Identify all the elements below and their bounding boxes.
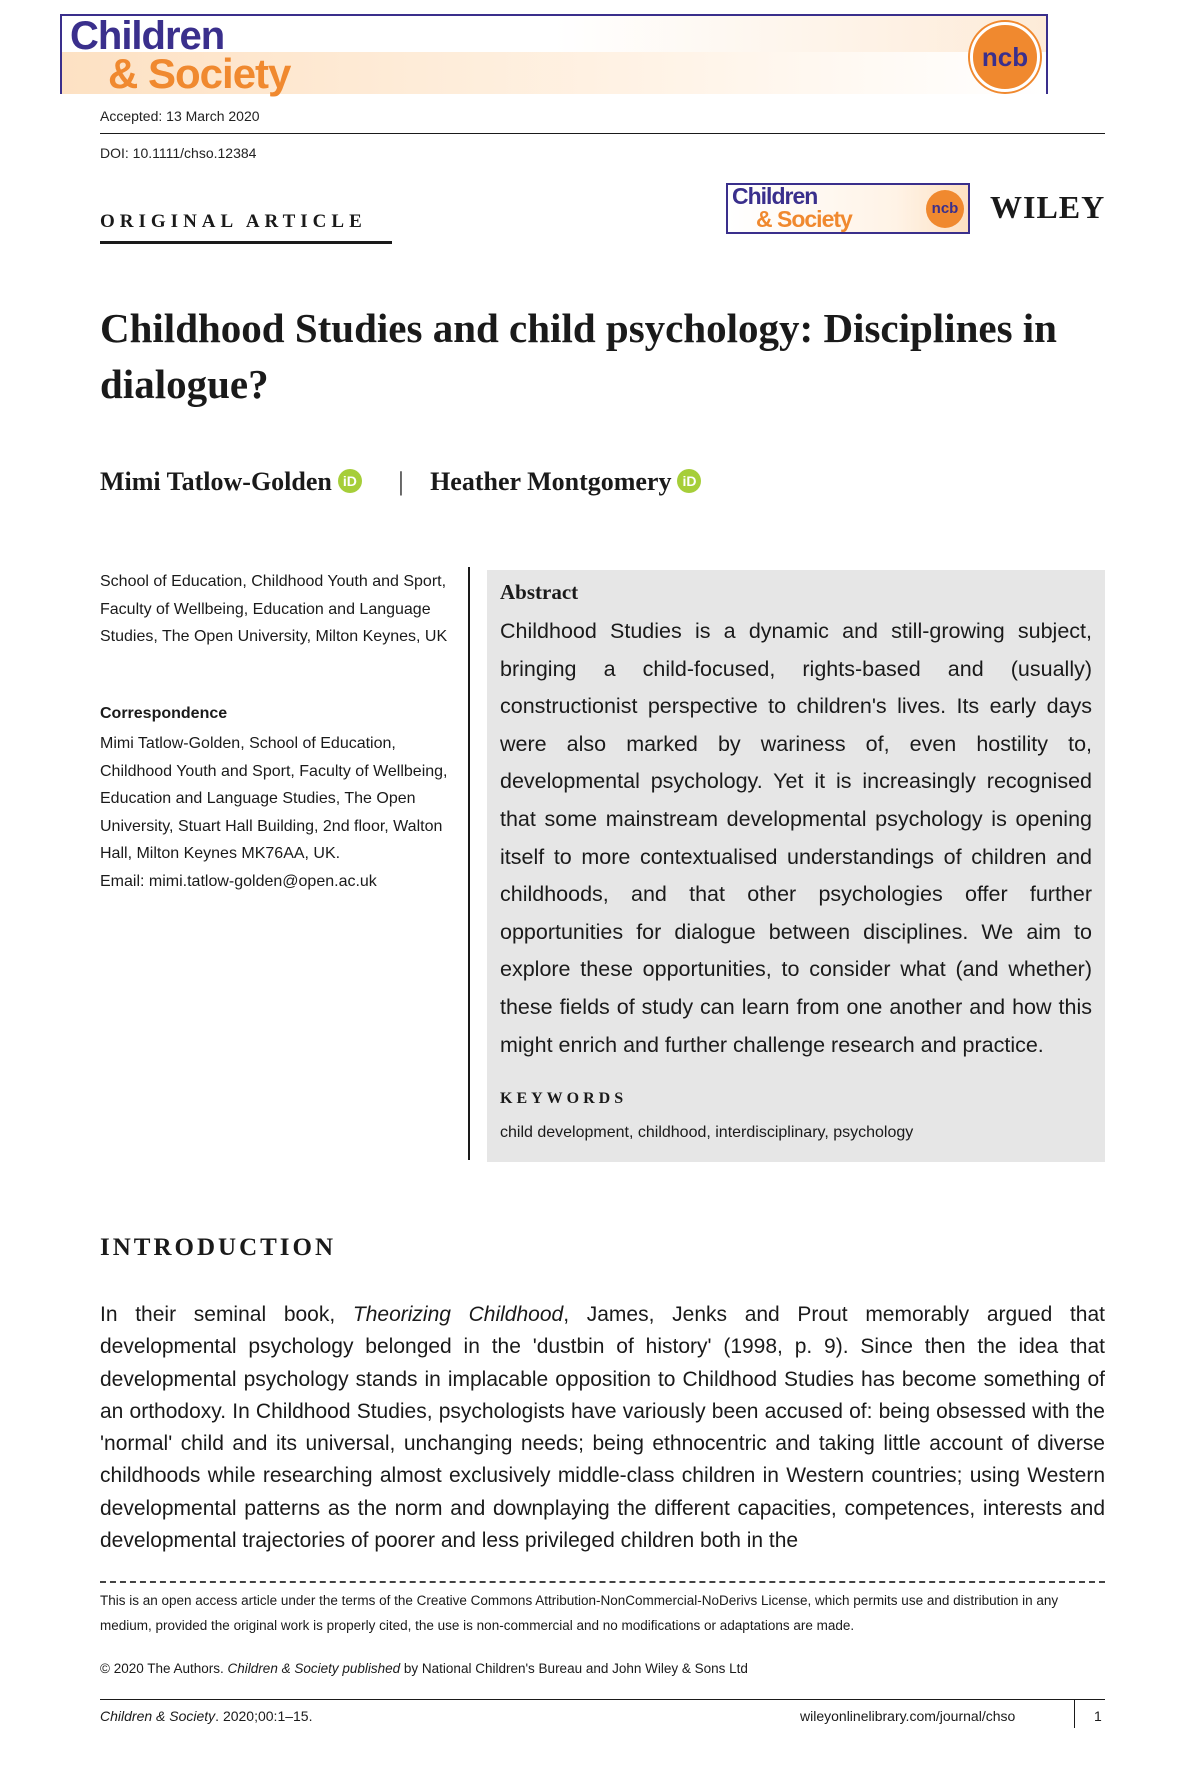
license-text: This is an open access article under the terms of the Creative Commons Attribution-NonCommercial-NoDerivs License, which permits use and distribution in any medium, provided the original work is properly cited, the use is non-commercial and no modifications or adaptations are made.	[100, 1593, 1059, 1633]
abstract-text: Childhood Studies is a dynamic and still-growing subject, bringing a child-focused, rights-based and (usually) constructionist perspective to children's lives. Its early days were also marked by wariness of, even hostility to, developmental psychology. Yet it is increasingly recognised that some mainstream developmental psychology is opening itself to more contextualised understandings of children and childhoods, and that other psychologies offer further opportunities for dialogue between disciplines. We aim to explore these opportunities, to consider what (and whether) these fields of study can learn from one another and how this might enrich and further challenge research and practice.	[500, 619, 1092, 1057]
author-separator: |	[398, 467, 404, 496]
intro-paragraph	[100, 1299, 1105, 1557]
column-divider	[468, 567, 470, 1160]
footer-url[interactable]: wileyonlinelibrary.com/journal/chso	[800, 1708, 1016, 1724]
intro-text-rest: , James, Jenks and Prout memorably argued that developmental psychology belonged in the 'dustbin of history' (1998, p. 9). Since then the idea that developmental psychology stands in implacable opposition to Childhood Studies has become something of an orthodoxy. In Childhood Studies, psychologists have variously been accused of: being obsessed with the 'normal' child and its universal, unchanging needs; being ethnocentric and taking little account of diverse childhoods while researching almost exclusively middle-class children in Western countries; using Western developmental patterns as the norm and downplaying the different capacities, competences, interests and developmental trajectories of poorer and less privileged children both in the	[100, 1303, 1105, 1553]
footer-rule	[100, 1699, 1105, 1700]
author-name[interactable]: Heather Montgomery	[430, 467, 672, 496]
ncb-small-logo: ncb	[926, 190, 964, 228]
banner-title-line2: & Society	[108, 50, 291, 97]
header-rule	[100, 133, 1105, 134]
copyright	[100, 1661, 748, 1676]
correspondence-email[interactable]: Email: mimi.tatlow-golden@open.ac.uk	[100, 872, 377, 890]
section-heading: INTRODUCTION	[100, 1234, 337, 1261]
article-title: Childhood Studies and child psychology: Disciplines in dialogue?	[100, 305, 1057, 407]
copyright-prefix: © 2020 The Authors.	[100, 1661, 228, 1676]
footer-journal: Children & Society	[100, 1708, 216, 1724]
journal-logo	[726, 183, 970, 234]
correspondence-text: Mimi Tatlow-Golden, School of Education, Childhood Youth and Sport, Faculty of Wellbeing, Education and Language Studies, The Open University, Stuart Hall Building, 2nd floor, Walton Hall, Milton Keynes MK76AA, UK.	[100, 735, 448, 862]
section-label: ORIGINAL ARTICLE	[100, 211, 367, 232]
banner-title-line1: Children	[70, 14, 225, 58]
abstract-heading: Abstract	[500, 580, 579, 604]
affiliation: School of Education, Childhood Youth and Sport, Faculty of Wellbeing, Education and Language Studies, The Open University, Milton Keynes, UK	[100, 573, 448, 645]
section-underline	[100, 241, 392, 244]
footer-divider	[1074, 1700, 1075, 1728]
copyright-journal: Children & Society published	[227, 1661, 401, 1676]
intro-text-start: In their seminal book,	[100, 1303, 353, 1326]
copyright-suffix: by National Children's Bureau and John Wiley & Sons Ltd	[400, 1661, 748, 1676]
journal-logo-line2: & Society	[756, 206, 852, 232]
ncb-logo: ncb	[970, 22, 1040, 92]
orcid-icon[interactable]: iD	[677, 469, 701, 493]
book-title: Theorizing Childhood	[352, 1303, 564, 1326]
footer-citation	[100, 1708, 312, 1724]
journal-logo-line1: Children	[732, 183, 818, 209]
author-name[interactable]: Mimi Tatlow-Golden	[100, 467, 332, 496]
keywords-heading: KEYWORDS	[500, 1090, 628, 1107]
accepted-date: Accepted: 13 March 2020	[100, 108, 260, 124]
keywords-list: child development, childhood, interdisciplinary, psychology	[500, 1124, 914, 1141]
doi[interactable]: DOI: 10.1111/chso.12384	[100, 145, 257, 161]
publisher-logo: WILEY	[990, 189, 1106, 225]
orcid-icon[interactable]: iD	[338, 469, 362, 493]
page-number: 1	[1094, 1708, 1102, 1724]
journal-banner	[60, 14, 1048, 97]
correspondence-heading: Correspondence	[100, 705, 228, 722]
footer-citation-text: . 2020;00:1–15.	[215, 1708, 313, 1724]
author-list	[100, 467, 701, 497]
correspondence-block	[100, 730, 460, 895]
footnote-divider	[100, 1581, 1105, 1583]
